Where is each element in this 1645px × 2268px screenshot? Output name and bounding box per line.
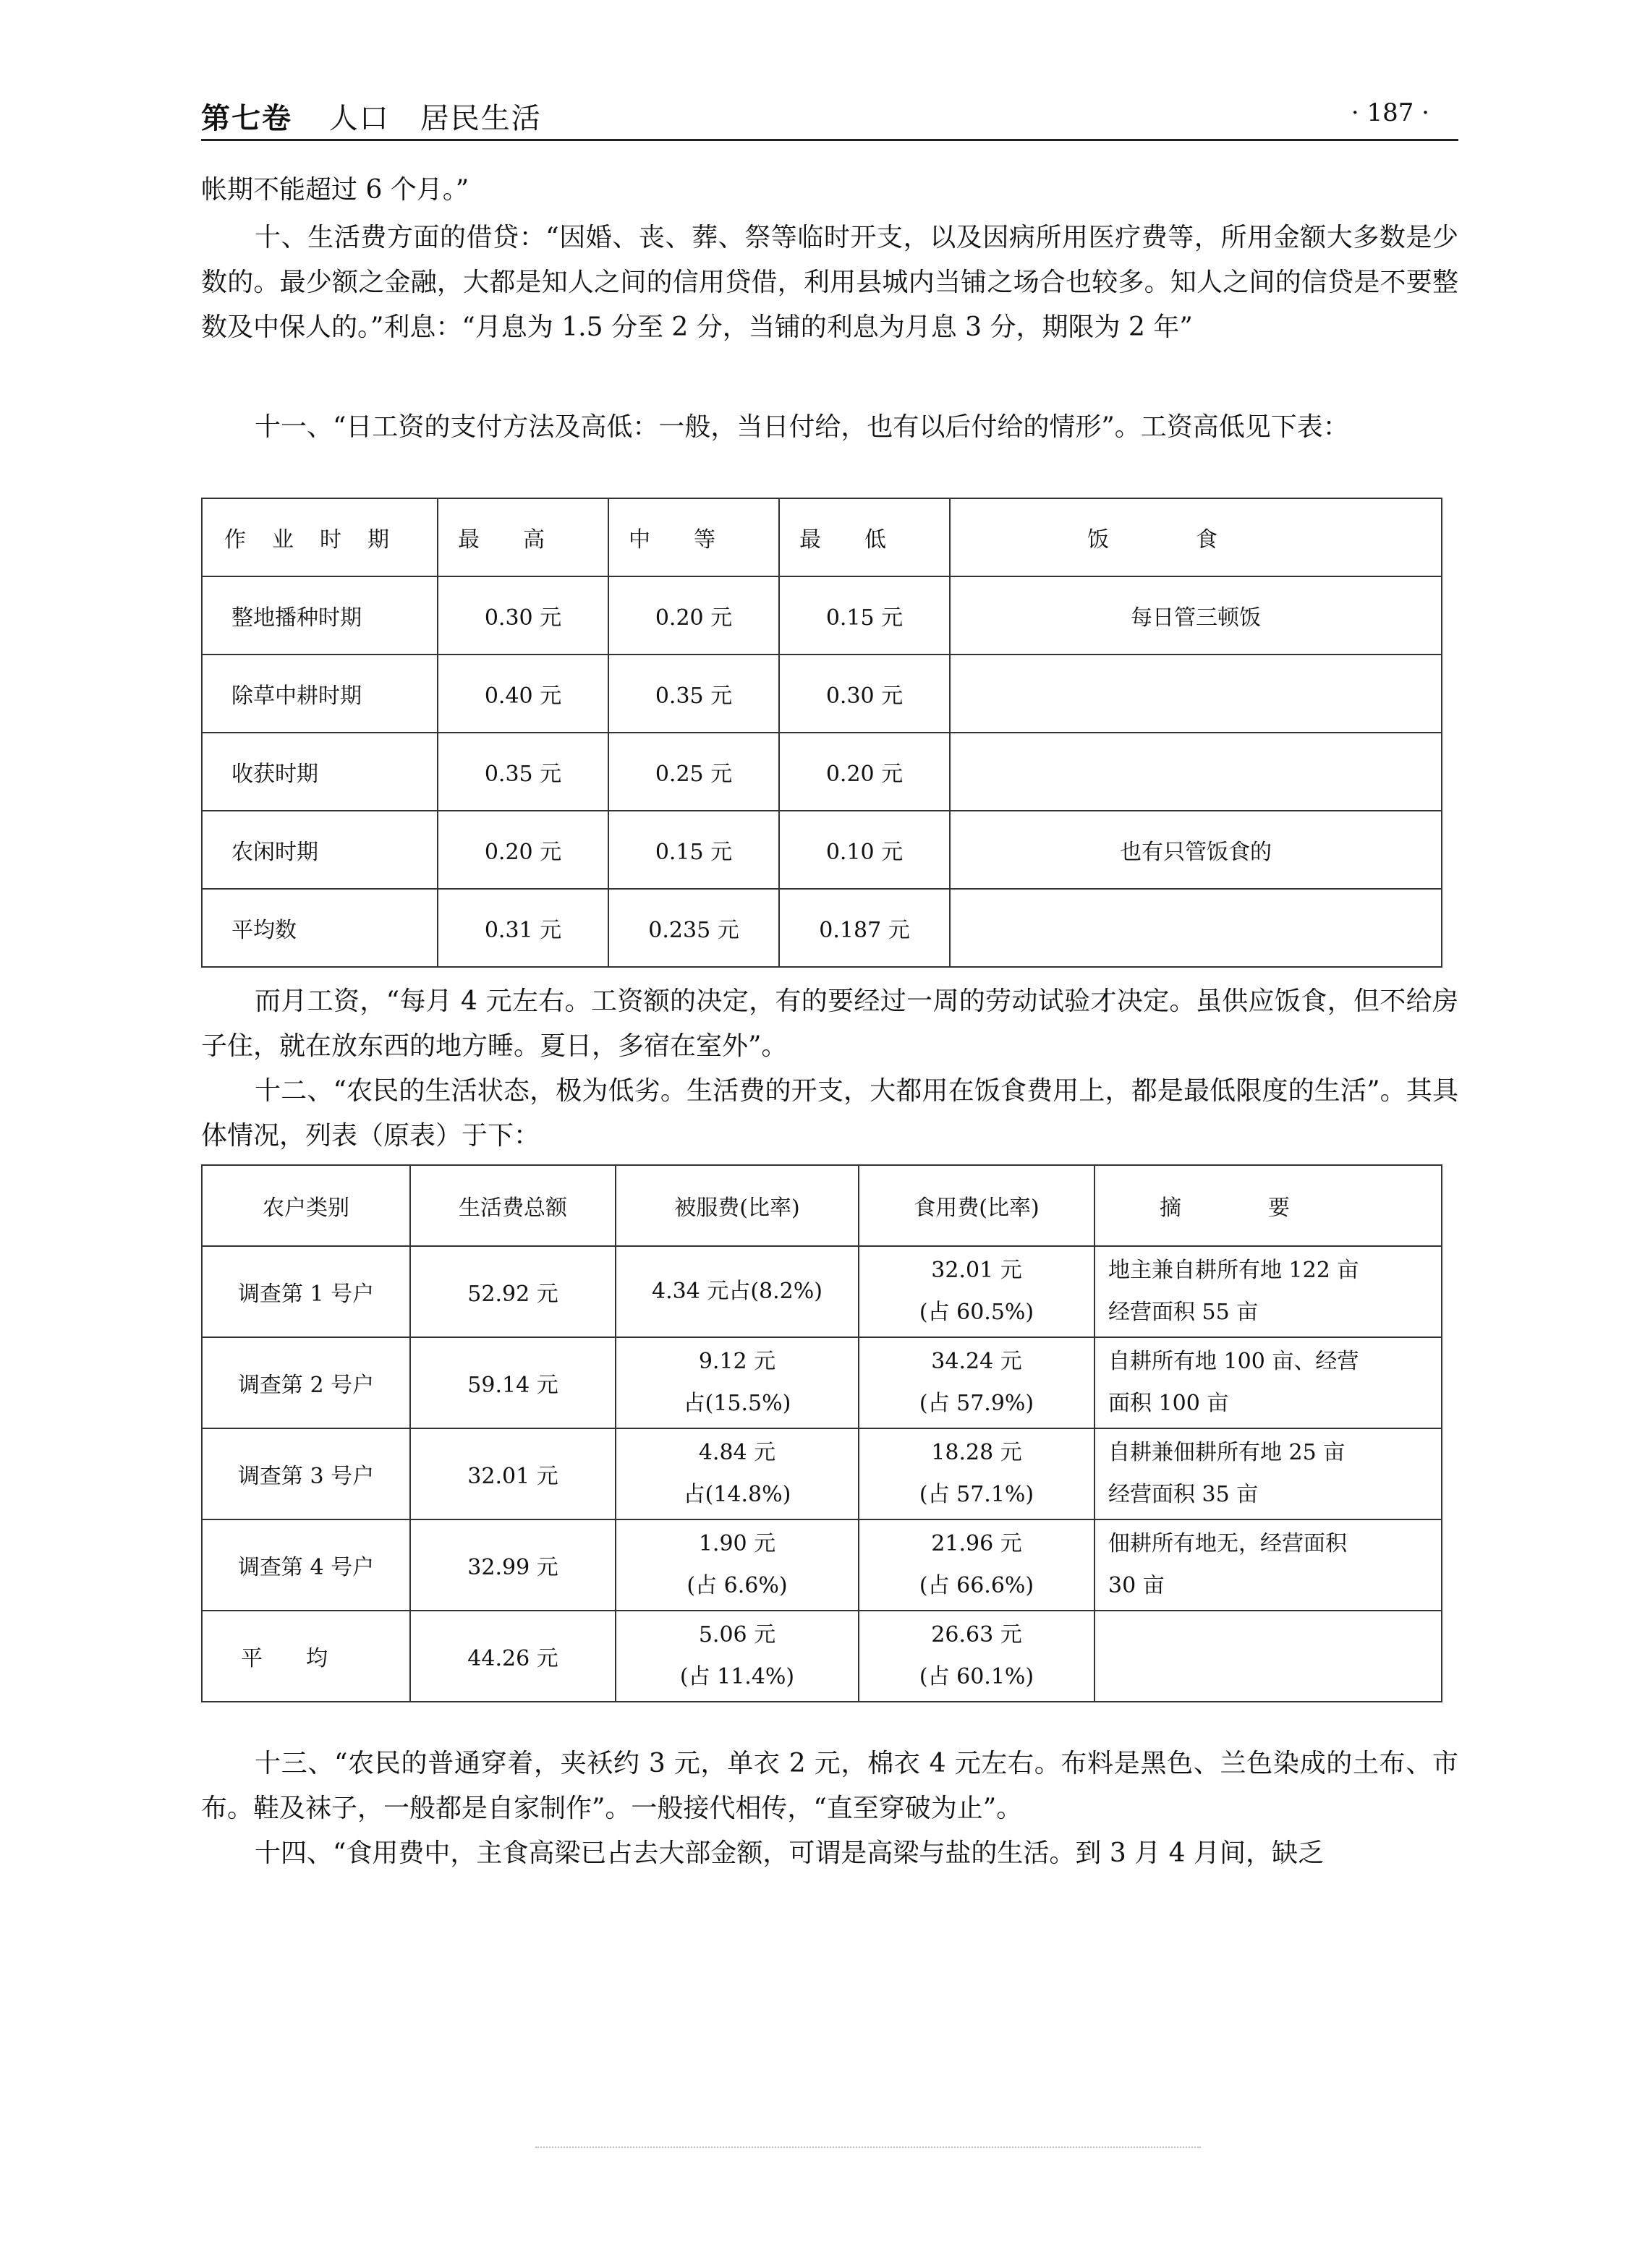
cell-line: 21.96 元 [931,1531,1022,1556]
table-cell: 0.40 元 [438,655,608,733]
table-cell [1094,1428,1442,1519]
cell-line: 自耕兼佃耕所有地 25 亩 [1108,1440,1346,1465]
living-expense-table [201,1164,1442,1702]
cell-line: 26.63 元 [931,1622,1022,1647]
cell-line: 5.06 元 [698,1622,776,1647]
table-cell [859,1246,1094,1337]
table-cell [1094,1519,1442,1611]
table-cell [950,655,1442,733]
table-row [202,1428,1442,1519]
table-cell: 每日管三顿饭 [950,576,1442,655]
header-cell: 最高 [438,498,608,576]
table-cell: 0.20 元 [779,733,950,811]
cell-line: 自耕所有地 100 亩、经营 [1108,1349,1359,1374]
table-cell: 0.35 元 [438,733,608,811]
table-cell: 0.235 元 [608,889,779,967]
paragraph-10: 十、生活费方面的借贷：“因婚、丧、葬、祭等临时开支，以及因病所用医疗费等，所用金额大多数是少数的。最少额之金融，大都是知人之间的信用贷借，利用县城内当铺之场合也较多。知人之间的信贷是不要整数及中保人的。”利息：“月息为 1.5 分至 2 分，当铺的利息为月息 3 分，期限为 2 年” [201,223,1458,342]
volume-label: 第七卷 [201,101,292,135]
table-header-row [202,498,1442,576]
paragraph-0: 帐期不能超过 6 个月。” [201,175,469,205]
table-cell: 59.14 元 [410,1337,616,1428]
table-cell: 0.20 元 [438,811,608,889]
table-cell: 32.99 元 [410,1519,616,1611]
table-cell [616,1428,859,1519]
header-cell: 作业时期 [202,498,438,576]
table-cell: 44.26 元 [410,1611,616,1702]
header-cell: 农户类别 [202,1165,410,1246]
header-cell: 饭食 [950,498,1442,576]
table-cell: 调查第 1 号户 [202,1246,410,1337]
table-row [202,1246,1442,1337]
table-cell [616,1611,859,1702]
table-cell [950,889,1442,967]
table-cell [859,1611,1094,1702]
table-header-row [202,1165,1442,1246]
table-cell: 调查第 2 号户 [202,1337,410,1428]
wage-table [201,498,1442,968]
cell-line: (占 57.9%) [919,1391,1034,1416]
table-cell [1094,1246,1442,1337]
header-cell: 被服费(比率) [616,1165,859,1246]
table-row [202,811,1442,889]
table-cell: 0.15 元 [779,576,950,655]
header-cell: 最低 [779,498,950,576]
table-cell: 0.35 元 [608,655,779,733]
section-label: 人口 居民生活 [328,102,542,135]
table-cell [1094,1337,1442,1428]
cell-line: (占 60.5%) [919,1300,1034,1325]
table-cell: 农闲时期 [202,811,438,889]
table-row [202,1611,1442,1702]
table-cell: 0.31 元 [438,889,608,967]
table-cell: 平均 [202,1611,410,1702]
cell-line: 经营面积 35 亩 [1108,1482,1259,1507]
cell-line: 32.01 元 [931,1258,1022,1283]
cell-line: 地主兼自耕所有地 122 亩 [1108,1258,1359,1283]
cell-line: (占 11.4%) [679,1664,795,1689]
table-cell: 0.30 元 [438,576,608,655]
table-cell: 0.25 元 [608,733,779,811]
paragraph-13: 十三、“农民的普通穿着，夹袄约 3 元，单衣 2 元，棉衣 4 元左右。布料是黑色、兰色染成的土布、市布。鞋及袜子，一般都是自家制作”。一般接代相传，“直至穿破为止”。 [201,1749,1458,1823]
table-cell: 调查第 3 号户 [202,1428,410,1519]
table-cell [859,1428,1094,1519]
table-cell: 调查第 4 号户 [202,1519,410,1611]
table-cell: 收获时期 [202,733,438,811]
cell-line: 面积 100 亩 [1108,1391,1229,1416]
cell-line: (占 66.6%) [919,1573,1034,1598]
cell-line: (占 57.1%) [919,1482,1034,1507]
running-title [201,95,542,137]
paragraph-12: 十二、“农民的生活状态，极为低劣。生活费的开支，大都用在饭食费用上，都是最低限度的生活”。其具体情况，列表（原表）于下： [201,1076,1458,1151]
scan-artifact [535,2146,1201,2152]
cell-line: 34.24 元 [931,1349,1022,1374]
table-row [202,1519,1442,1611]
table-cell: 平均数 [202,889,438,967]
cell-line: 经营面积 55 亩 [1108,1300,1259,1325]
header-cell: 摘要 [1094,1165,1442,1246]
table-cell: 也有只管饭食的 [950,811,1442,889]
cell-line: 佃耕所有地无，经营面积 [1108,1531,1347,1556]
table-row [202,733,1442,811]
paragraph-11: 十一、“日工资的支付方法及高低：一般，当日付给，也有以后付给的情形”。工资高低见下表： [255,412,1349,442]
table-cell: 整地播种时期 [202,576,438,655]
table-cell: 52.92 元 [410,1246,616,1337]
table-row [202,655,1442,733]
table-cell: 0.10 元 [779,811,950,889]
cell-line: (占 60.1%) [919,1664,1034,1689]
table-cell: 0.20 元 [608,576,779,655]
table-cell [859,1519,1094,1611]
cell-line: 18.28 元 [931,1440,1022,1465]
paragraph-monthly-wage: 而月工资，“每月 4 元左右。工资额的决定，有的要经过一周的劳动试验才决定。虽供应饭食，但不给房子住，就在放东西的地方睡。夏日，多宿在室外”。 [201,986,1458,1061]
table-row [202,889,1442,967]
table-cell: 除草中耕时期 [202,655,438,733]
table-row [202,576,1442,655]
header-cell: 生活费总额 [410,1165,616,1246]
cell-line: (占 6.6%) [687,1573,788,1598]
table-cell: 0.15 元 [608,811,779,889]
table-cell [950,733,1442,811]
page-header [201,93,1458,141]
table-cell [616,1246,859,1337]
cell-line: 9.12 元 [698,1349,776,1374]
table-cell [1094,1611,1442,1702]
table-cell: 0.187 元 [779,889,950,967]
cell-line: 4.84 元 [698,1440,776,1465]
table-cell: 32.01 元 [410,1428,616,1519]
cell-line: 30 亩 [1108,1573,1165,1598]
table-cell [616,1337,859,1428]
paragraph-14: 十四、“食用费中，主食高梁已占去大部金额，可谓是高梁与盐的生活。到 3 月 4 月间，缺乏 [255,1838,1324,1868]
header-cell: 食用费(比率) [859,1165,1094,1246]
cell-line: 1.90 元 [698,1531,776,1556]
page-number: · 187 · [1351,98,1429,127]
table-row [202,1337,1442,1428]
cell-line: 4.34 元占(8.2%) [652,1279,822,1304]
header-cell: 中等 [608,498,779,576]
cell-line: 占(14.8%) [683,1482,791,1507]
table-cell [616,1519,859,1611]
table-cell: 0.30 元 [779,655,950,733]
cell-line: 占(15.5%) [683,1391,791,1416]
table-cell [859,1337,1094,1428]
